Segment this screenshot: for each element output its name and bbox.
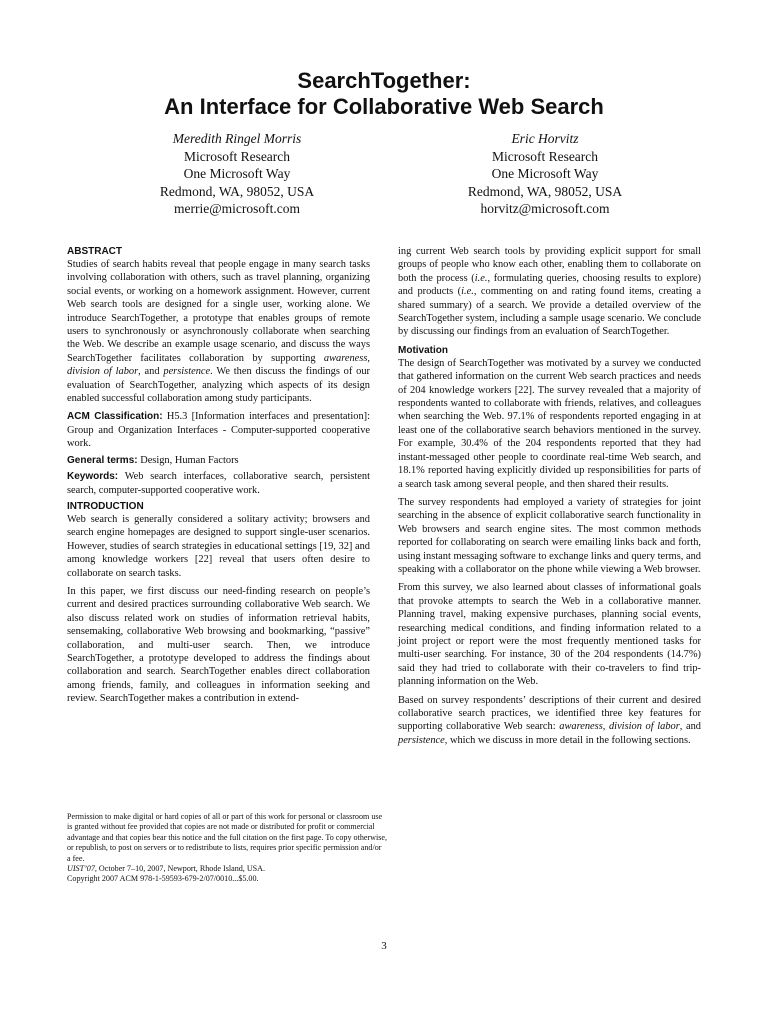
- abstract-text-2: . We then discuss the findings of our evaluation of SearchTogether, analyzing which aspects of its design enabled successful collaboration among study participants.: [67, 366, 370, 405]
- intro-paragraph-2: In this paper, we first discuss our need-finding research on people’s current and desired practices surrounding collaborative Web search. We also discuss related work on studies of information retrieval habits, sensemaking, collaborative Web browsing and bookmarking, “passive” collaboration, and multi-user search. Then, we introduce SearchTogether, a prototype developed to address the findings about collaboration and search. SearchTogether enables direct collaboration among friends, family, and colleagues in information seeking and review. SearchTogether makes a contribution in extend-: [67, 585, 370, 705]
- left-column: [67, 245, 370, 711]
- abstract-em-persistence: persistence: [163, 366, 211, 378]
- m4-em-division: division of labor: [608, 721, 680, 733]
- motivation-paragraph-1: The design of SearchTogether was motivated by a survey we conducted that gathered information on the current Web search practices and needs of 204 knowledge workers [22]. The survey revealed that a majority of respondents wanted to collaborate with friends, relatives, and colleagues when searching the Web. 97.1% of respondents reported engaging in at least one of the collaborative search behaviors mentioned in the survey. For example, 30.4% of the 204 respondents reported that they had instant-messaged other people to coordinate real-time Web search, and 18.1% reported having explicitly divided up responsibilities for parts of a search task among several people, and then shared their results.: [398, 357, 701, 490]
- author-street: One Microsoft Way: [491, 166, 599, 182]
- acm-label: ACM Classification:: [67, 411, 163, 423]
- general-terms: [67, 454, 370, 467]
- author-org: Microsoft Research: [491, 148, 599, 164]
- motivation-heading: Motivation: [398, 344, 448, 356]
- title-line-1: SearchTogether:: [297, 68, 471, 93]
- abstract-text-1: Studies of search habits reveal that people engage in many search tasks involving collaboration with others, such as travel planning, organizing social events, or working on a homework assignment. However, current Web search tools are designed for a single user, working alone. We introduce SearchTogether, a prototype that enables groups of remote users to synchronously or asynchronously collaborate when searching the Web. We describe an example usage scenario, and discuss the ways SearchTogether facilitates collaboration by supporting: [67, 259, 370, 364]
- m4-text-b: , which we discuss in more detail in the following sections.: [444, 734, 691, 746]
- right-column: [398, 245, 701, 752]
- author-city: Redmond, WA, 98052, USA: [159, 183, 315, 199]
- motivation-paragraph-3: From this survey, we also learned about classes of informational goals that provoke attempts to search the Web in a collaborative manner. Planning travel, making expensive purchases, planning social events, researching medical conditions, and finding information related to a joint project or report were the most frequently mentioned tasks for multi-user searching. For instance, 30 of the 204 respondents (14.7%) said they had tried to collaborate with their co-travelers to find trip-planning information on the Web.: [398, 582, 701, 688]
- intro-paragraph-1: Web search is generally considered a solitary activity; browsers and search engine homepages are designed to support single-user scenarios. However, studies of search strategies in educational settings [19, 32] and among knowledge workers [22] reveal that users often desire to collaborate on search tasks.: [67, 513, 370, 579]
- copyright-notice: [67, 812, 387, 885]
- intro-continuation: [398, 245, 701, 339]
- m4-em-awareness: awareness: [559, 721, 603, 733]
- abstract-sep-1: ,: [367, 352, 370, 364]
- m4-em-persistence: persistence: [398, 734, 445, 746]
- motivation-paragraph-4: [398, 694, 701, 748]
- acm-text: H5.3 [Information interfaces and presentation]: Group and Organization Interfaces - Computer-supported cooperative work.: [67, 411, 370, 450]
- keywords-label: Keywords:: [67, 471, 119, 483]
- m4-sep-1: ,: [602, 721, 609, 733]
- general-terms-text: Design, Human Factors: [137, 454, 239, 466]
- cont-text-b: , formulating queries, choosing results to explore) and products (: [398, 272, 701, 298]
- cont-text-a: ing current Web search tools by providing explicit support for small groups of people who know each other, enabling them to collaborate on both the process (: [398, 246, 701, 284]
- introduction-heading: INTRODUCTION: [67, 500, 144, 512]
- abstract-em-division: division of labor: [67, 366, 139, 378]
- m4-sep-2: , and: [679, 721, 702, 733]
- author-name: Eric Horvitz: [511, 131, 579, 146]
- venue-details: October 7–10, 2007, Newport, Rhode Island, USA.: [96, 864, 266, 874]
- author-org: Microsoft Research: [183, 148, 291, 164]
- author-city: Redmond, WA, 98052, USA: [467, 183, 623, 199]
- abstract-heading: ABSTRACT: [67, 246, 122, 257]
- paper-title: [0, 68, 768, 120]
- cont-em-ie-1: i.e.: [474, 272, 488, 284]
- abstract-paragraph: [67, 258, 370, 405]
- motivation-paragraph-2: The survey respondents had employed a variety of strategies for joint searching in the absence of explicit collaborative search functionality in Web browsers and search engine sites. The most common methods reported for collaborating on search were emailing links back and forth, using instant messaging software to exchange links and query terms, and speaking with a collaborator on the phone while viewing a Web browser.: [398, 496, 701, 575]
- m4-text-a: Based on survey respondents’ descriptions of their current and desired collaborative search practices, we identified three key features for supporting collaborative Web search:: [398, 694, 701, 733]
- abstract-sep-2: , and: [138, 366, 164, 378]
- keywords-text: Web search interfaces, collaborative search, persistent search, computer-supported cooperative work.: [67, 471, 370, 496]
- venue-line: [67, 864, 387, 874]
- keywords: [67, 470, 370, 497]
- acm-classification: [67, 410, 370, 450]
- copyright-line: Copyright 2007 ACM 978-1-59593-679-2/07/0010...$5.00.: [67, 874, 259, 884]
- page-number: 3: [381, 940, 387, 952]
- title-line-2: An Interface for Collaborative Web Search: [164, 94, 604, 119]
- author-block-1: [87, 130, 387, 218]
- cont-text-c: , commenting on and rating found items, creating a shared summary) of a search. We provide a detailed overview of the SearchTogether system, including a sample usage scenario. We conclude by discussing our findings from an evaluation of SearchTogether.: [398, 286, 701, 338]
- venue-name: UIST’07,: [67, 864, 97, 874]
- cont-em-ie-2: i.e.: [461, 286, 474, 298]
- author-name: Meredith Ringel Morris: [172, 131, 302, 146]
- general-terms-label: General terms:: [67, 454, 138, 466]
- abstract-em-awareness: awareness: [323, 352, 368, 364]
- author-email: horvitz@microsoft.com: [480, 201, 610, 217]
- author-block-2: [395, 130, 695, 218]
- author-street: One Microsoft Way: [183, 166, 291, 182]
- permission-text: Permission to make digital or hard copies of all or part of this work for personal or classroom use is granted without fee provided that copies are not made or distributed for profit or commercial advantage and that copies bear this notice and the full citation on the first page. To copy otherwise, or republish, to post on servers or to redistribute to lists, requires prior specific permission and/or a fee.: [67, 812, 388, 863]
- author-email: merrie@microsoft.com: [173, 201, 300, 217]
